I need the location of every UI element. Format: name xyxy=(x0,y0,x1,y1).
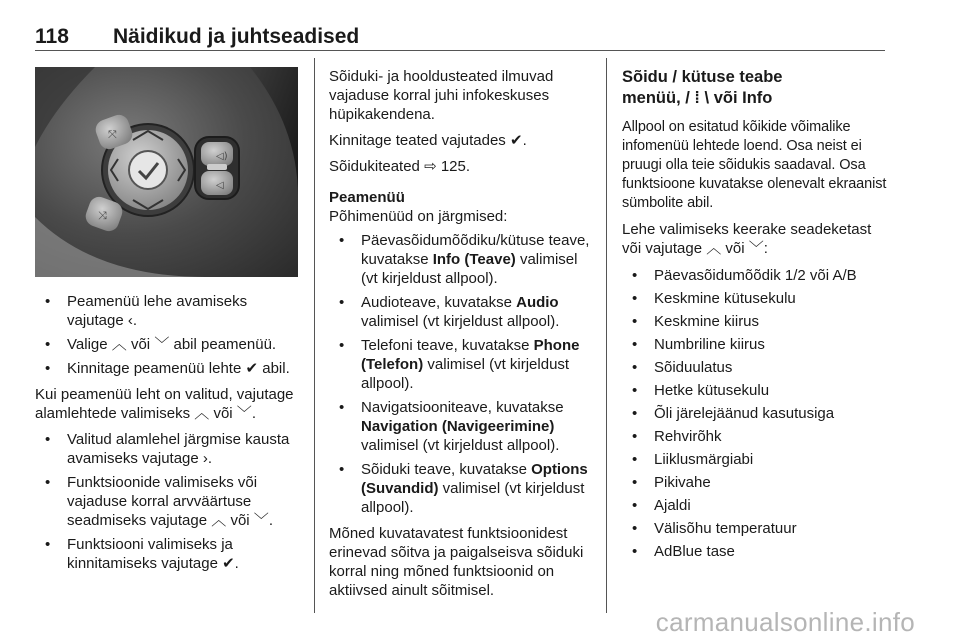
list-item: • Välisõhu temperatuur xyxy=(622,519,888,538)
info-pages-list xyxy=(622,266,888,561)
list-item: • Kinnitage peamenüü lehte ✔ abil. xyxy=(35,359,303,378)
col2-intro: Põhimenüüd on järgmised: xyxy=(329,208,508,225)
down-chevron-icon: ﹀ xyxy=(253,512,269,529)
list-item: • AdBlue tase xyxy=(622,542,888,561)
down-chevron-icon: ﹀ xyxy=(236,405,252,422)
svg-text:⤧: ⤧ xyxy=(108,128,117,141)
list-item: • Hetke kütusekulu xyxy=(622,381,888,400)
section-heading: Sõidu / kütuse teabe menüü, / ⁞ \ või Info xyxy=(622,68,783,107)
up-chevron-icon: ︿ xyxy=(706,240,722,257)
watermark: carmanualsonline.info xyxy=(655,607,915,637)
down-chevron-icon: ﹀ xyxy=(154,336,170,353)
page-title: Näidikud ja juhtseadised xyxy=(113,25,360,48)
col2-closing: Mõned kuvatavatest funktsioonidest erinevad sõitva ja paigalseisva sõiduki korral ning mõned funktsioonid on aktiivsed ainult sõitmisel. xyxy=(329,525,584,599)
list-item: • Funktsiooni valimiseks ja kinnitamiseks vajutage ✔. xyxy=(35,535,303,573)
col2-p2: Kinnitage teated vajutades ✔. xyxy=(329,132,527,149)
list-item: • Funktsioonide valimiseks või vajaduse korral arvväärtuse seadmiseks vajutage ︿ või ﹀. xyxy=(35,473,303,530)
list-item: • Audioteave, kuvatakse Audio valimisel (vt kirjeldust allpool). xyxy=(329,293,597,331)
list-item: • Numbriline kiirus xyxy=(622,335,888,354)
steering-wheel-photo xyxy=(35,67,298,277)
col1-bullets-a xyxy=(35,292,303,378)
col2-p3: Sõidukiteated ⇨ 125. xyxy=(329,158,471,175)
list-item: • Valitud alamlehel järgmise kausta avamiseks vajutage ›. xyxy=(35,430,303,468)
list-item: • Telefoni teave, kuvatakse Phone (Telefon) valimisel (vt kirjeldust allpool). xyxy=(329,336,597,393)
list-item: • Keskmine kütusekulu xyxy=(622,289,888,308)
col3-p2: Lehe valimiseks keerake seadeketast või vajutage ︿ või ﹀: xyxy=(622,221,872,257)
check-icon: ✔ xyxy=(222,555,235,572)
check-icon: ✔ xyxy=(245,360,259,377)
main-menu-heading: Peamenüü xyxy=(329,189,405,206)
svg-text:◁): ◁) xyxy=(216,151,228,162)
list-item: • Ajaldi xyxy=(622,496,888,515)
col1-bullets-b xyxy=(35,430,303,573)
col3-p1: Allpool on esitatud kõikide võimalike infomenüü lehtede loend. Osa neist ei pruugi olla teie sõidukis saadaval. Osa funktsioone kuvatakse olenevalt ekraanist sümbolite abil. xyxy=(622,119,887,211)
steering-wheel-illustration xyxy=(35,67,298,277)
list-item: • Päevasõidumõõdiku/kütuse teave, kuvatakse Info (Teave) valimisel (vt kirjeldust allpool). xyxy=(329,231,597,288)
list-item: • Valige ︿ või ﹀ abil peamenüü. xyxy=(35,335,303,354)
list-item: • Rehvirõhk xyxy=(622,427,888,446)
page-header xyxy=(35,25,885,51)
column-1 xyxy=(35,292,303,580)
list-item: • Pikivahe xyxy=(622,473,888,492)
list-item: • Keskmine kiirus xyxy=(622,312,888,331)
list-item: • Päevasõidumõõdik 1/2 või A/B xyxy=(622,266,888,285)
svg-text:◁: ◁ xyxy=(216,180,224,191)
list-item: • Navigatsiooniteave, kuvatakse Navigation (Navigeerimine) valimisel (vt kirjeldust allpool). xyxy=(329,398,597,455)
list-item: • Peamenüü lehe avamiseks vajutage ‹. xyxy=(35,292,303,330)
up-chevron-icon: ︿ xyxy=(194,405,210,422)
down-chevron-icon: ﹀ xyxy=(748,240,764,257)
column-divider-2 xyxy=(606,58,607,613)
back-icon: ‹ xyxy=(127,312,133,329)
header-rule xyxy=(35,50,885,51)
col1-paragraph: Kui peamenüü leht on valitud, vajutage alamlehtede valimiseks ︿ või ﹀. xyxy=(35,386,294,422)
list-item: • Sõiduki teave, kuvatakse Options (Suvandid) valimisel (vt kirjeldust allpool). xyxy=(329,460,597,517)
col2-menu-list xyxy=(329,231,597,517)
page-number: 118 xyxy=(35,25,69,48)
column-2 xyxy=(329,67,597,607)
column-divider-1 xyxy=(314,58,315,613)
svg-text:⤨: ⤨ xyxy=(98,209,107,222)
forward-icon: › xyxy=(202,450,208,467)
check-icon: ✔ xyxy=(509,132,523,149)
col2-p1: Sõiduki- ja hooldusteated ilmuvad vajaduse korral juhi infokeskuses hüpikakendena. xyxy=(329,68,554,123)
up-chevron-icon: ︿ xyxy=(111,336,127,353)
reference-arrow-icon: ⇨ xyxy=(424,158,437,175)
column-3 xyxy=(622,67,888,568)
trip-info-symbol-icon: / ⁞ \ xyxy=(685,89,710,107)
list-item: • Liiklusmärgiabi xyxy=(622,450,888,469)
up-chevron-icon: ︿ xyxy=(211,512,227,529)
list-item: • Sõiduulatus xyxy=(622,358,888,377)
list-item: • Õli järelejäänud kasutusiga xyxy=(622,404,888,423)
